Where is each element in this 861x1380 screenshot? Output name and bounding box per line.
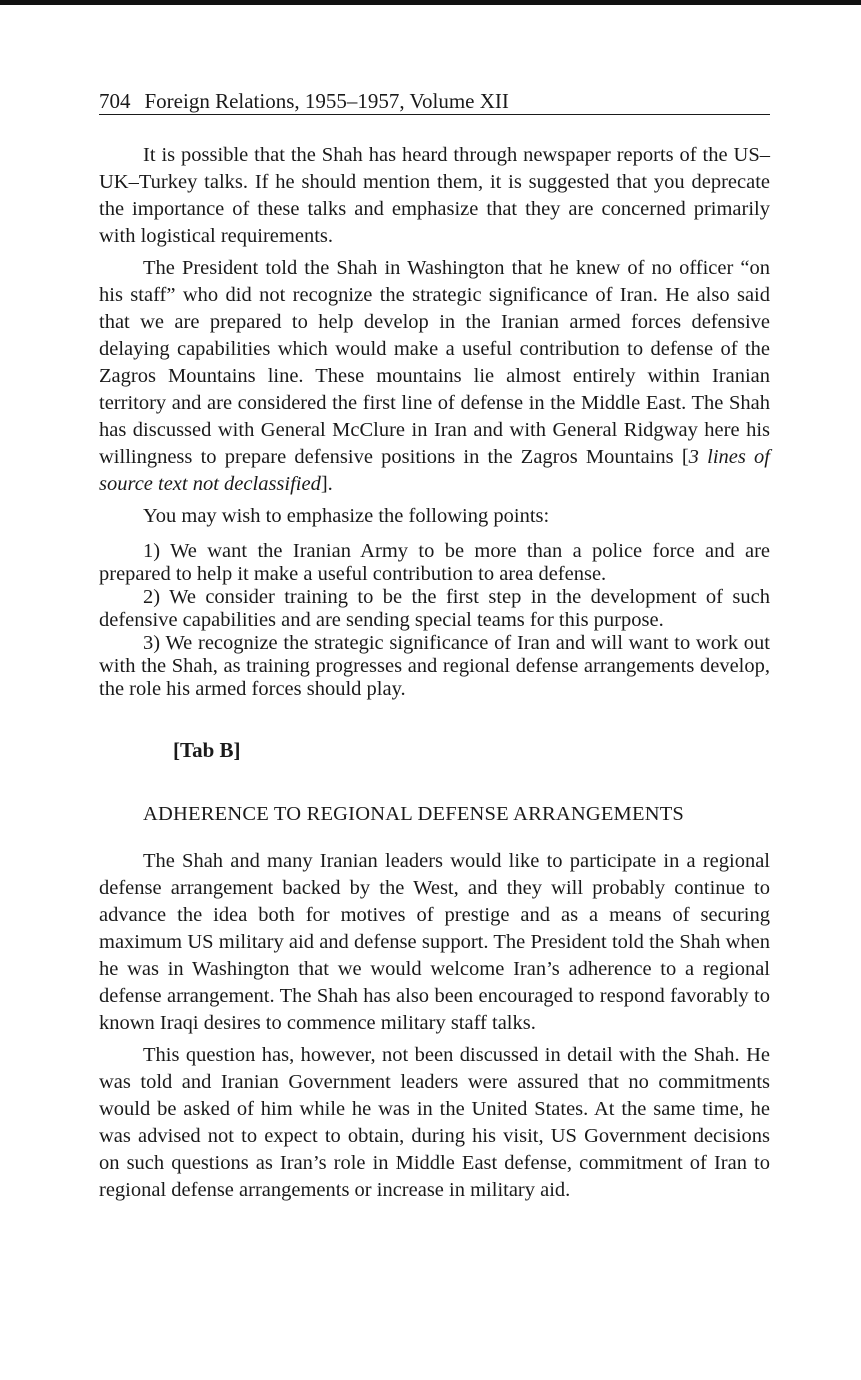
running-header (99, 88, 770, 115)
list-item-point-3: 3) We recognize the strategic significance of Iran and will want to work out with the Shah, as training progresses and regional defense arrangements develop, the role his armed forces should play. (99, 632, 770, 700)
bracket-close: ]. (320, 473, 333, 495)
tab-b-label: [Tab B] (173, 738, 241, 762)
paragraph-points-intro: You may wish to emphasize the following points: (143, 505, 550, 527)
points-list (99, 540, 770, 701)
volume-title: Foreign Relations, 1955–1957, Volume XII (144, 89, 509, 113)
section-heading: ADHERENCE TO REGIONAL DEFENSE ARRANGEMENTS (143, 803, 685, 825)
list-item-point-1: 1) We want the Iranian Army to be more than a police force and are prepared to help it make a useful contribution to area defense. (99, 540, 770, 585)
paragraph-strategic-significance (99, 255, 770, 498)
page-top-edge (0, 0, 861, 5)
bracket-open: [ (681, 446, 689, 468)
section-body (99, 848, 770, 1204)
page-number: 704 (99, 89, 131, 113)
redaction-note: 3 lines of source text not declassified (99, 446, 770, 495)
page-body (99, 142, 770, 1209)
paragraph-not-discussed: This question has, however, not been discussed in detail with the Shah. He was told and Iranian Government leaders were assured that no commitments would be asked of him while he was in the United States. At the same time, he was advised not to expect to obtain, during his visit, US Government decisions on such questions as Iran’s role in Middle East defense, commitment of Iran to regional defense arrangements or increase in military aid. (99, 1044, 770, 1201)
paragraph-regional-defense: The Shah and many Iranian leaders would like to participate in a regional defense arrangement backed by the West, and they will probably continue to advance the idea both for motives of prestige and as a means of securing maximum US military aid and defense support. The President told the Shah when he was in Washington that we would welcome Iran’s adherence to a regional defense arrangement. The Shah has also been encouraged to respond favorably to known Iraqi desires to commence military staff talks. (99, 850, 770, 1034)
paragraph-us-uk-turkey-talks: It is possible that the Shah has heard through newspaper reports of the US–UK–Turkey talks. If he should mention them, it is suggested that you deprecate the importance of these talks and emphasize that they are concerned primarily with logistical requirements. (99, 144, 770, 247)
list-item-point-2: 2) We consider training to be the first step in the development of such defensive capabilities and are sending special teams for this purpose. (99, 586, 770, 631)
paragraph-text: The President told the Shah in Washington that he knew of no officer “on his staff” who did not recognize the strategic significance of Iran. He also said that we are prepared to help develop in the Iranian armed forces defensive delaying capabilities which would make a useful contribution to defense of the Zagros Mountains line. These mountains lie almost entirely within Iranian territory and are considered the first line of defense in the Middle East. The Shah has discussed with General McClure in Iran and with General Ridgway here his willingness to prepare defensive positions in the Zagros Mountains (99, 257, 770, 468)
